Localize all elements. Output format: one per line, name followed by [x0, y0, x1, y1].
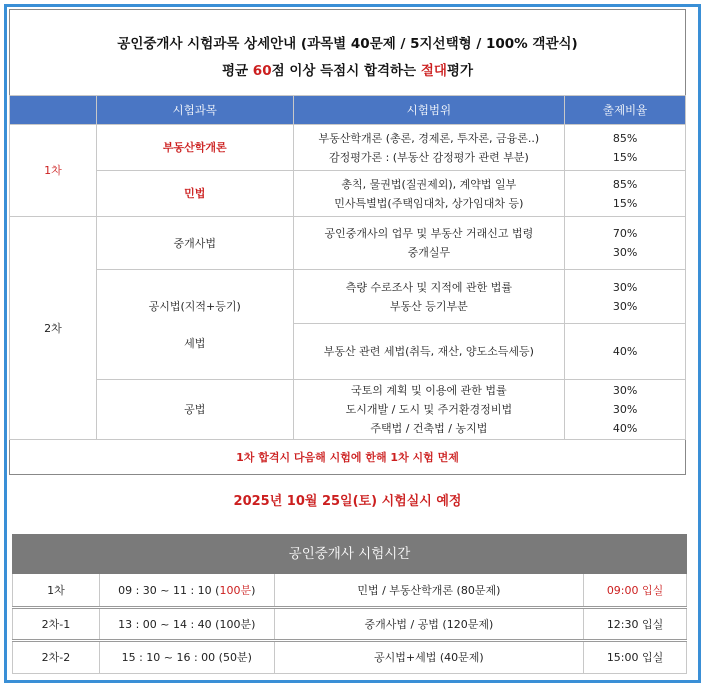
scope-cell: 국토의 계획 및 이용에 관한 법률 도시개발 / 도시 및 주거환경정비법 주택법 / 건축법 / 농지법: [293, 380, 565, 440]
pass-criteria: 평균 60점 이상 득점시 합격하는 절대평가: [222, 63, 473, 79]
entry-time-cell: 09:00 입실: [584, 574, 687, 607]
table-row: [10, 380, 686, 440]
subject-cell: 공시법(지적+등기) 세법: [96, 270, 293, 380]
stage-cell: 2차-1: [13, 607, 100, 640]
ratio-cell: 70% 30%: [565, 217, 686, 270]
subjects-header-row: [10, 96, 686, 125]
scope-cell: 측량 수로조사 및 지적에 관한 법률 부동산 등기부분: [293, 270, 565, 324]
table-row: [10, 125, 686, 171]
exam-times-title: 공인중개사 시험시간: [12, 534, 687, 574]
exam-times-table: [12, 534, 687, 674]
subject-cell: 공법: [96, 380, 293, 440]
col-header-subject: 시험과목: [96, 96, 293, 125]
page-title: 공인중개사 시험과목 상세안내 (과목별 40문제 / 5지선택형 / 100% 객관식): [117, 36, 578, 52]
time-cell: 15 : 10 ~ 16 : 00 (50분): [99, 640, 274, 673]
scope-cell: 부동산학개론 (총론, 경제론, 투자론, 금융론..) 감정평가론 : (부동산 감정평가 관련 부분): [293, 125, 565, 171]
stage-cell: 2차-2: [13, 640, 100, 673]
subject-cell: 민법: [96, 171, 293, 217]
scope-cell: 공인중개사의 업무 및 부동산 거래신고 법령 중개실무: [293, 217, 565, 270]
stage-2-cell: 2차: [10, 217, 97, 440]
col-header-stage: [10, 96, 97, 125]
table-row: [13, 574, 687, 607]
table-row: [13, 640, 687, 673]
exam-date: 2025년 10월 25일(토) 시험실시 예정: [233, 494, 462, 509]
time-cell: 09 : 30 ~ 11 : 10 (100분): [99, 574, 274, 607]
subjects-cell: 민법 / 부동산학개론 (80문제): [274, 574, 583, 607]
stage-cell: 1차: [13, 574, 100, 607]
stage-1-cell: 1차: [10, 125, 97, 217]
subject-cell: 부동산학개론: [96, 125, 293, 171]
table-row: [10, 270, 686, 324]
table-row: [10, 171, 686, 217]
col-header-scope: 시험범위: [293, 96, 565, 125]
ratio-cell: 85% 15%: [565, 125, 686, 171]
subjects-table: [9, 95, 686, 475]
scope-cell: 총칙, 물권법(질권제외), 계약법 일부 민사특별법(주택임대차, 상가임대차 등): [293, 171, 565, 217]
table-row: [10, 217, 686, 270]
table-row: [13, 607, 687, 640]
ratio-cell: 85% 15%: [565, 171, 686, 217]
subject-cell: 중개사법: [96, 217, 293, 270]
exemption-note-row: [10, 440, 686, 475]
page-header: [9, 9, 686, 95]
time-cell: 13 : 00 ~ 14 : 40 (100분): [99, 607, 274, 640]
ratio-cell: 30% 30%: [565, 270, 686, 324]
scope-cell: 부동산 관련 세법(취득, 재산, 양도소득세등): [293, 324, 565, 380]
subjects-cell: 공시법+세법 (40문제): [274, 640, 583, 673]
exemption-note: 1차 합격시 다음해 시험에 한해 1차 시험 면제: [10, 440, 686, 475]
ratio-cell: 40%: [565, 324, 686, 380]
ratio-cell: 30% 30% 40%: [565, 380, 686, 440]
col-header-ratio: 출제비율: [565, 96, 686, 125]
entry-time-cell: 15:00 입실: [584, 640, 687, 673]
subjects-cell: 중개사법 / 공법 (120문제): [274, 607, 583, 640]
entry-time-cell: 12:30 입실: [584, 607, 687, 640]
